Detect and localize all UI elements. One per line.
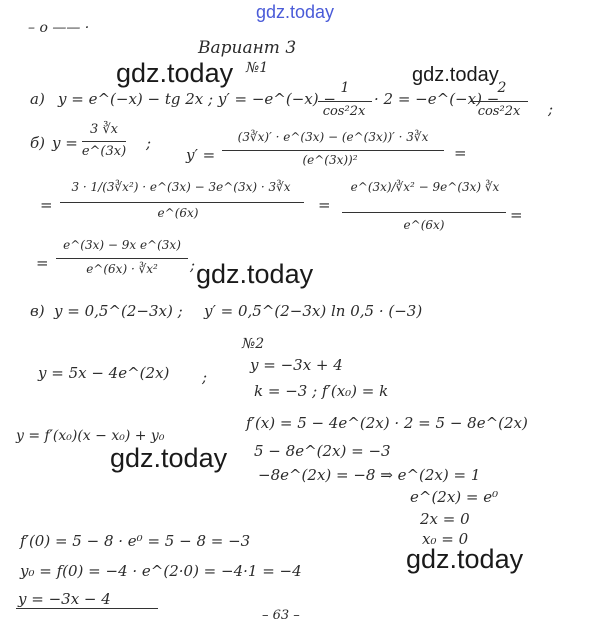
part-b-r3-bar [56,258,188,259]
part-b-r2-eq3: = [510,206,523,224]
task2-k: k = −3 ; f′(x₀) = k [254,382,389,400]
watermark-top: gdz.today [256,2,335,22]
part-b-semi: ; [146,134,152,152]
part-a-mid: · 2 = −e^(−x) − [374,90,500,108]
part-b-r2-num: 3 · 1/(3∛x²) · e^(3x) − 3e^(3x) · 3∛x [71,180,291,194]
part-b-y-num: 3 ∛x [89,122,119,137]
part-a-frac1-den: cos²2x [322,104,366,119]
variant-title: Вариант 3 [198,38,297,58]
part-a-lhs: y = e^(−x) − tg 2x ; y′ = −e^(−x) − [58,90,336,108]
watermark-1: gdz.today [116,58,234,88]
part-b-yp-bar [222,150,444,151]
task2-eq4: 2x = 0 [420,510,470,528]
task2-eq1: 5 − 8e^(2x) = −3 [254,442,391,460]
part-b-eq: = [454,144,467,162]
part-b-y-den: e^(3x) [81,144,127,159]
task2-number: №2 [242,336,265,352]
part-a-frac2-bar [470,101,528,102]
part-a-frac2-den: cos²2x [477,104,521,119]
task2-eq5: x₀ = 0 [422,530,469,548]
part-b-yp-den: (e^(3x))² [302,153,358,167]
task2-y0: y₀ = f(0) = −4 · e^(2·0) = −4·1 = −4 [20,562,302,580]
task2-semi: ; [202,368,208,386]
part-a-tail: ; [548,100,554,118]
watermark-5: gdz.today [406,544,524,574]
task1-number: №1 [246,60,269,76]
answer-underline [16,608,158,609]
part-a-frac1-bar [318,101,372,102]
task2-eq3: e^(2x) = e⁰ [410,488,499,506]
task2-tangent-formula: y = f′(x₀)(x − x₀) + y₀ [16,428,165,444]
watermark-2: gdz.today [412,64,499,86]
part-b-y-bar [82,141,126,142]
task2-line: y = −3x + 4 [250,356,343,374]
watermark-3: gdz.today [196,259,314,289]
task2-function: y = 5x − 4e^(2x) [38,364,170,382]
part-b-r2-den: e^(6x) [157,206,199,220]
task2-answer: y = −3x − 4 [18,590,111,608]
part-b-r3-tail: ; [190,256,196,274]
header-dash: – o —— · [28,20,90,36]
part-b-r2-den2: e^(6x) [403,218,445,232]
part-v-rhs: y′ = 0,5^(2−3x) ln 0,5 · (−3) [204,302,423,320]
part-b-r3-num: e^(3x) − 9x e^(3x) [63,238,181,252]
part-b-r2-num2: e^(3x)/∛x² − 9e^(3x) ∛x [350,180,500,194]
part-b-r2-eq2: = [318,196,331,214]
task2-eq2: −8e^(2x) = −8 ⇒ e^(2x) = 1 [258,466,481,484]
page-number: – 63 – [262,608,300,623]
part-v-label: в) [30,302,45,320]
task2-fprime-zero: f′(0) = 5 − 8 · e⁰ = 5 − 8 = −3 [20,532,251,550]
part-b-yp-num: (3∛x)′ · e^(3x) − (e^(3x))′ · 3∛x [237,130,429,144]
part-b-r2-bar [60,202,304,203]
part-a-label: а) [30,90,45,108]
part-v-lhs: y = 0,5^(2−3x) ; [54,302,183,320]
watermark-4: gdz.today [110,443,228,473]
part-b-label: б) [30,134,46,152]
part-b-y-eq: y = [52,134,78,152]
part-b-yp-eq: y′ = [186,146,216,164]
part-a-frac2-num: 2 [497,80,507,96]
part-b-r3-eq: = [36,254,49,272]
task2-derivative: f′(x) = 5 − 4e^(2x) · 2 = 5 − 8e^(2x) [246,414,528,432]
part-b-r2-bar2 [342,212,506,213]
part-b-r3-den: e^(6x) · ∛x² [86,262,158,276]
part-a-frac1-num: 1 [340,80,350,96]
part-b-r2-eq: = [40,196,53,214]
